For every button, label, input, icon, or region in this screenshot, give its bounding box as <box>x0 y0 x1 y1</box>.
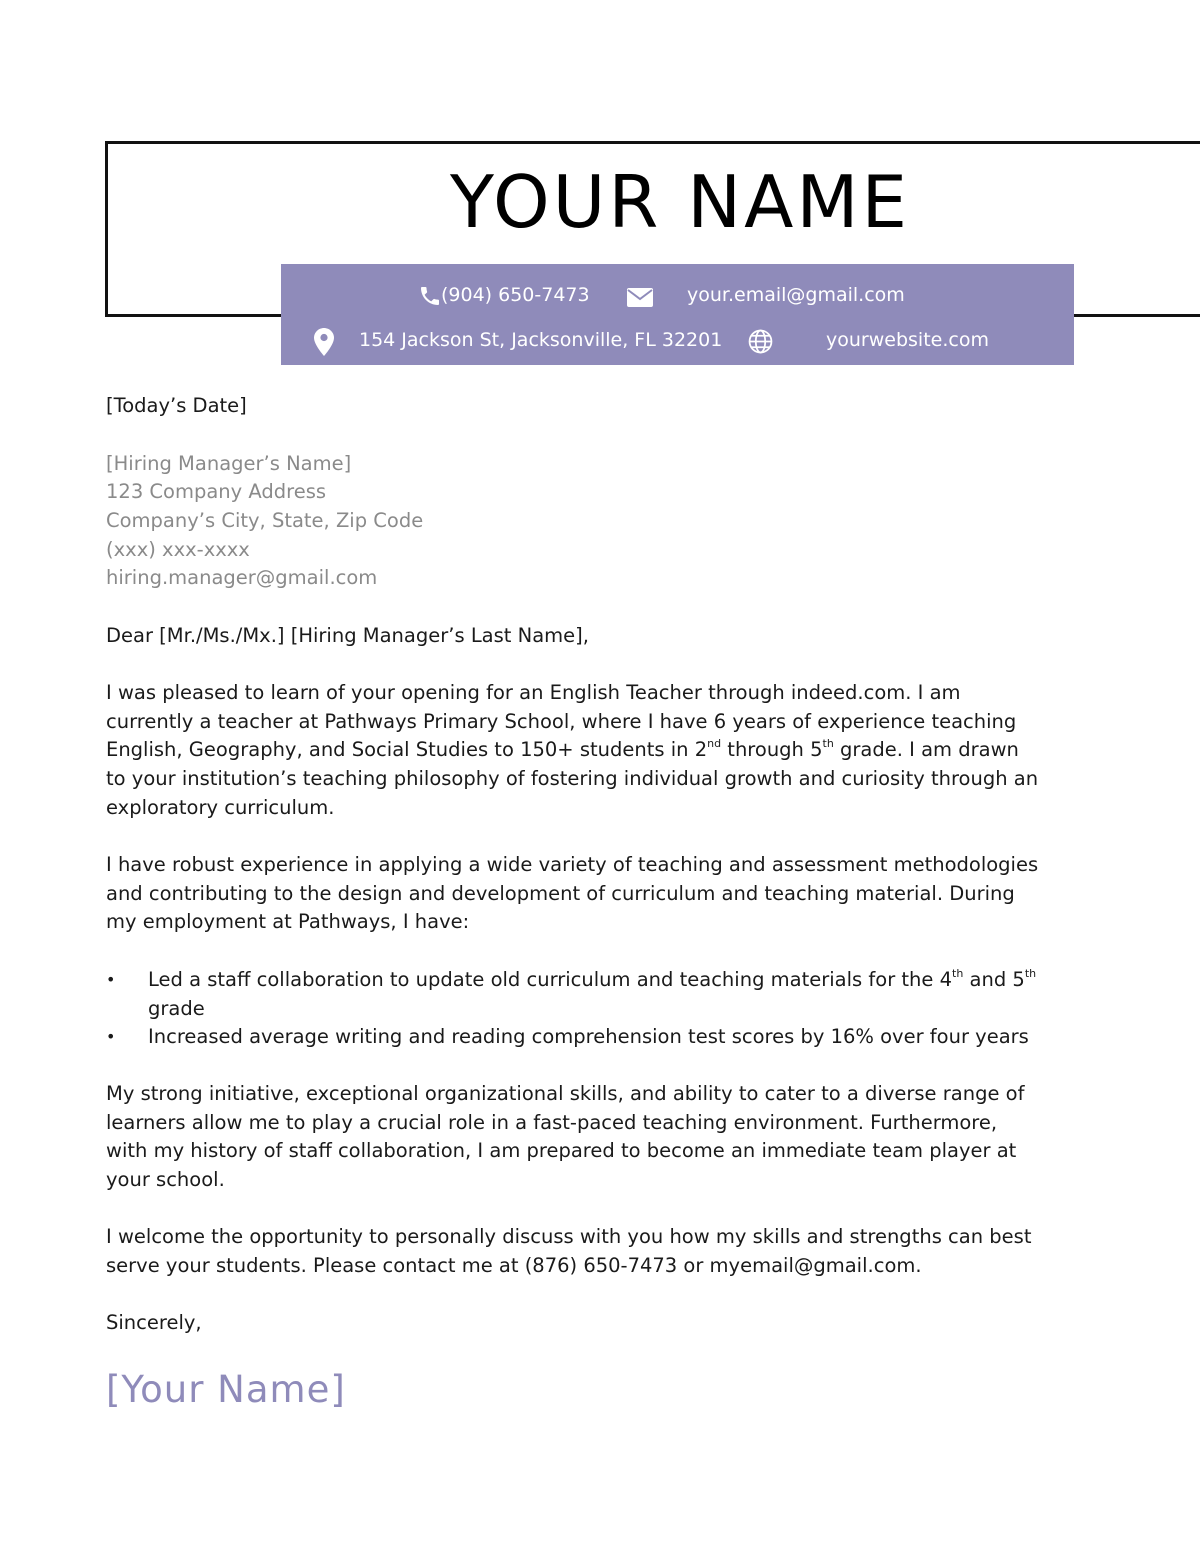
paragraph-line: to your institution’s teaching philosophy of fostering individual growth and curiosity through an <box>106 767 1039 791</box>
recipient-city: Company’s City, State, Zip Code <box>106 509 424 532</box>
recipient-email: hiring.manager@gmail.com <box>106 566 378 589</box>
applicant-name-title: YOUR NAME <box>449 160 911 244</box>
globe-icon <box>748 329 773 354</box>
paragraph-line: serve your students. Please contact me at (876) 650-7473 or myemail@gmail.com. <box>106 1253 922 1277</box>
line-text: through 5 <box>721 738 823 762</box>
body-paragraph-3 <box>106 1080 1096 1195</box>
recipient-name: [Hiring Manager’s Name] <box>106 452 352 475</box>
paragraph-line: My strong initiative, exceptional organizational skills, and ability to cater to a diverse range of <box>106 1082 1025 1105</box>
list-item-line <box>148 966 1036 995</box>
paragraph-line <box>106 736 1096 765</box>
body-paragraph-1 <box>106 679 1096 823</box>
body-paragraph-2 <box>106 851 1096 937</box>
bullet-marker: • <box>106 970 116 989</box>
achievement-list <box>106 966 1036 1052</box>
list-item-line: grade <box>148 996 205 1020</box>
paragraph-line: currently a teacher at Pathways Primary School, where I have 6 years of experience teaching <box>106 709 1017 733</box>
paragraph-line: I was pleased to learn of your opening for an English Teacher through indeed.com. I am <box>106 681 961 704</box>
ordinal-suffix: th <box>822 736 834 750</box>
ordinal-suffix: th <box>952 966 964 980</box>
mail-icon <box>627 288 653 307</box>
website-link[interactable]: yourwebsite.com <box>826 329 989 351</box>
list-item <box>106 1023 1036 1052</box>
line-text: English, Geography, and Social Studies to 150+ students in 2 <box>106 738 708 762</box>
location-pin-icon <box>314 328 334 356</box>
contact-band <box>281 264 1074 365</box>
line-text: grade. I am drawn <box>833 738 1019 762</box>
line-text: Led a staff collaboration to update old curriculum and teaching materials for the 4 <box>148 968 953 991</box>
paragraph-line: exploratory curriculum. <box>106 795 335 819</box>
phone-icon <box>418 284 442 308</box>
closing: Sincerely, <box>106 1311 202 1334</box>
ordinal-suffix: nd <box>707 736 722 750</box>
bullet-marker: • <box>106 1027 116 1047</box>
signature-name: [Your Name] <box>106 1368 346 1411</box>
postal-address: 154 Jackson St, Jacksonville, FL 32201 <box>359 329 723 351</box>
paragraph-line: with my history of staff collaboration, I am prepared to become an immediate team player at <box>106 1139 1017 1163</box>
recipient-phone: (xxx) xxx-xxxx <box>106 538 250 561</box>
list-item <box>106 966 1036 1023</box>
list-item-line: Increased average writing and reading comprehension test scores by 16% over four years <box>148 1025 1029 1049</box>
email-address[interactable]: your.email@gmail.com <box>687 284 905 306</box>
phone-number[interactable]: (904) 650-7473 <box>441 284 590 306</box>
body-paragraph-4 <box>106 1223 1096 1280</box>
paragraph-line: I welcome the opportunity to personally discuss with you how my skills and strengths can best <box>106 1225 1032 1248</box>
salutation: Dear [Mr./Ms./Mx.] [Hiring Manager’s Last Name], <box>106 624 589 647</box>
paragraph-line: I have robust experience in applying a wide variety of teaching and assessment methodologies <box>106 853 1039 876</box>
line-text: and 5 <box>963 968 1025 991</box>
paragraph-line: and contributing to the design and development of curriculum and teaching material. During <box>106 881 1015 905</box>
paragraph-line: your school. <box>106 1168 225 1192</box>
recipient-address: 123 Company Address <box>106 480 327 503</box>
ordinal-suffix: th <box>1024 966 1037 980</box>
paragraph-line: my employment at Pathways, I have: <box>106 910 470 934</box>
paragraph-line: learners allow me to play a crucial role in a fast-paced teaching environment. Furthermore, <box>106 1110 998 1134</box>
letter-date: [Today’s Date] <box>106 394 247 417</box>
